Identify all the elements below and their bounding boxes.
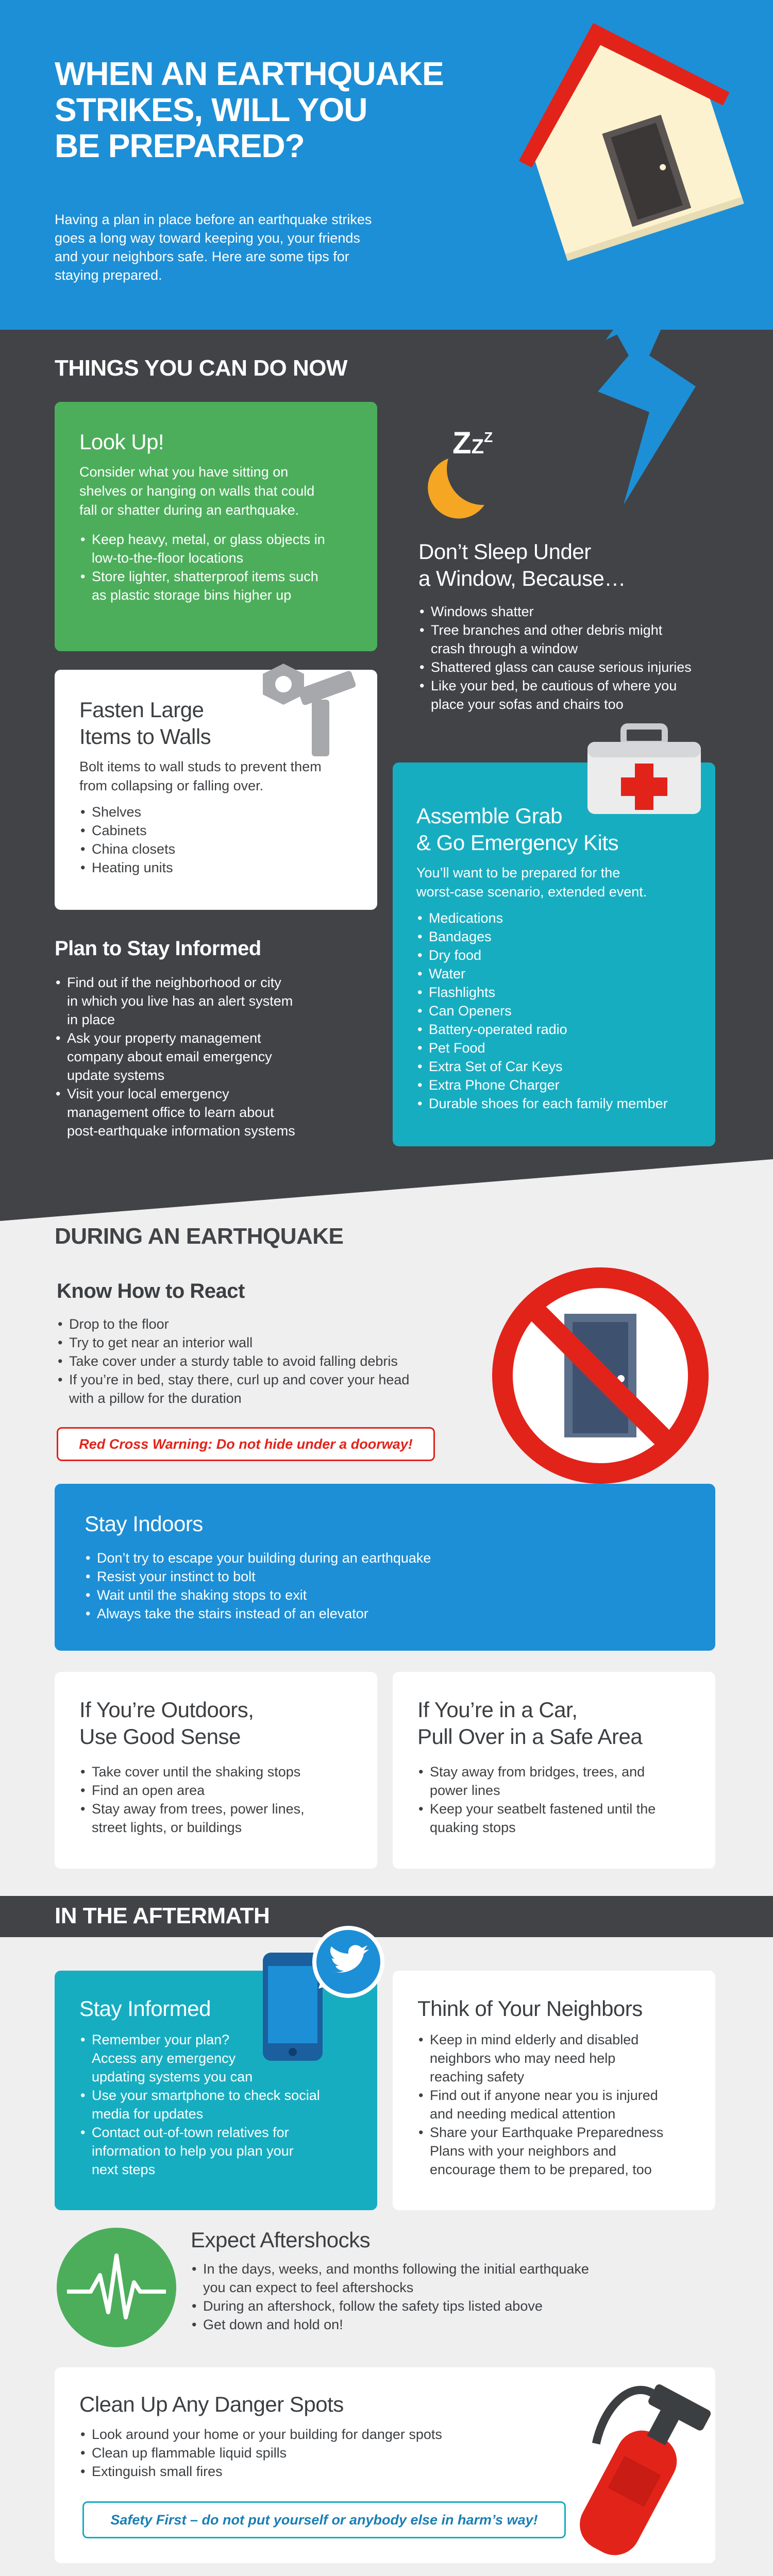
aftershocks-list (191, 2260, 716, 2334)
list-item: • Cabinets (79, 821, 352, 840)
house-illustration (474, 0, 773, 340)
list-item: • Extra Set of Car Keys (416, 1057, 692, 1076)
card-look-up-body: Consider what you have sitting on shelves or hanging on walls that could fall or shatter during an earthquake. (79, 464, 315, 518)
list-item: • Keep in mind elderly and disabled neighbors who may need help reaching safety (417, 2030, 691, 2086)
card-outdoors (55, 1672, 377, 1869)
card-look-up (55, 402, 377, 651)
card-kits-title: Assemble Grab & Go Emergency Kits (416, 804, 618, 855)
card-aftershocks (191, 2227, 716, 2334)
indoors-list (85, 1549, 685, 1623)
list-item: • Stay away from trees, power lines, street lights, or buildings (79, 1800, 352, 1837)
card-aftershocks-title: Expect Aftershocks (191, 2228, 371, 2252)
list-item: • Tree branches and other debris might crash through a window (418, 621, 738, 658)
first-aid-kit-icon (582, 721, 706, 819)
heartbeat-icon (55, 2226, 178, 2349)
list-item: • Get down and hold on! (191, 2315, 716, 2334)
bolt-icon (247, 653, 371, 756)
plan-list (55, 973, 384, 1140)
list-item: • Bandages (416, 927, 692, 946)
card-car-title: If You’re in a Car, Pull Over in a Safe Area (417, 1698, 643, 1749)
list-item: • Battery-operated radio (416, 1020, 692, 1039)
list-item: • Water (416, 964, 692, 983)
section-heading-things-to-do: THINGS YOU CAN DO NOW (55, 355, 348, 381)
fire-extinguisher-icon (559, 2354, 724, 2576)
list-item: • Medications (416, 909, 692, 927)
kits-list (416, 909, 692, 1113)
fasten-list (79, 803, 352, 877)
card-react (57, 1278, 469, 1408)
card-stay-informed-plan (55, 935, 384, 1140)
list-item: • Take cover under a sturdy table to avoid falling debris (57, 1352, 469, 1370)
list-item: • Resist your instinct to bolt (85, 1567, 685, 1586)
card-look-up-title: Look Up! (79, 430, 164, 454)
list-item: • Dry food (416, 946, 692, 964)
card-neighbors (393, 1971, 715, 2210)
intro-text: Having a plan in place before an earthquake strikes goes a long way toward keeping you, your friends and your neighbors safe. Here are some tips for staying prepared. (55, 212, 372, 283)
card-outdoors-title: If You’re Outdoors, Use Good Sense (79, 1698, 254, 1749)
list-item: • Extinguish small fires (79, 2462, 691, 2481)
list-item: • Find an open area (79, 1781, 352, 1800)
list-item: • In the days, weeks, and months following the initial earthquake you can expect to feel aftershocks (191, 2260, 716, 2297)
section-heading-aftermath: IN THE AFTERMATH (55, 1903, 270, 1928)
list-item: • If you’re in bed, stay there, curl up and cover your head with a pillow for the duration (57, 1370, 469, 1408)
list-item: • Durable shoes for each family member (416, 1094, 692, 1113)
card-fasten-body: Bolt items to wall studs to prevent them from collapsing or falling over. (79, 759, 322, 793)
no-doorway-icon (482, 1257, 719, 1494)
red-cross-warning: Red Cross Warning: Do not hide under a doorway! (57, 1427, 435, 1461)
section-heading-during: DURING AN EARTHQUAKE (55, 1224, 344, 1249)
card-indoors-title: Stay Indoors (85, 1512, 203, 1536)
card-fasten-title: Fasten Large Items to Walls (79, 698, 211, 749)
card-neighbors-title: Think of Your Neighbors (417, 1996, 643, 2021)
list-item: • Flashlights (416, 983, 692, 1002)
list-item: • Shattered glass can cause serious injuries (418, 658, 738, 676)
list-item: • Like your bed, be cautious of where you place your sofas and chairs too (418, 676, 738, 714)
section-divider (0, 1154, 773, 1221)
list-item: • Extra Phone Charger (416, 1076, 692, 1094)
card-plan-title: Plan to Stay Informed (55, 937, 261, 960)
react-list (57, 1315, 469, 1408)
card-emergency-kits (393, 762, 715, 1146)
list-item: • Remember your plan? Access any emergency updating systems you can (79, 2030, 352, 2086)
list-item: • Find out if the neighborhood or city in which you live has an alert system in place (55, 973, 384, 1029)
card-sleep (418, 538, 738, 714)
list-item: • Shelves (79, 803, 352, 821)
list-item: • Find out if anyone near you is injured and needing medical attention (417, 2086, 691, 2123)
list-item: • Pet Food (416, 1039, 692, 1057)
list-item: • Stay away from bridges, trees, and power lines (417, 1762, 691, 1800)
list-item: • Try to get near an interior wall (57, 1333, 469, 1352)
list-item: • Can Openers (416, 1002, 692, 1020)
outdoors-list (79, 1762, 352, 1837)
list-item: • China closets (79, 840, 352, 858)
list-item: • Use your smartphone to check social media for updates (79, 2086, 352, 2123)
safety-first-callout: Safety First – do not put yourself or anybody else in harm’s way! (82, 2501, 566, 2538)
car-list (417, 1762, 691, 1837)
list-item: • Clean up flammable liquid spills (79, 2444, 691, 2462)
sleep-list (418, 602, 738, 714)
look-up-list (79, 530, 352, 604)
list-item: • Visit your local emergency management office to learn about post-earthquake information systems (55, 1084, 384, 1140)
list-item: • Share your Earthquake Preparedness Plans with your neighbors and encourage them to be prepared, too (417, 2123, 691, 2179)
list-item: • Don’t try to escape your building during an earthquake (85, 1549, 685, 1567)
list-item: • Contact out-of-town relatives for information to help you plan your next steps (79, 2123, 352, 2179)
page-title: WHEN AN EARTHQUAKE STRIKES, WILL YOU BE PREPARED? (55, 55, 444, 164)
lightning-crack-icon (567, 309, 701, 505)
card-kits-body: You’ll want to be prepared for the worst-case scenario, extended event. (416, 865, 647, 900)
card-sleep-title: Don’t Sleep Under a Window, Because… (418, 539, 626, 590)
list-item: • Look around your home or your building for danger spots (79, 2425, 691, 2444)
list-item: • Take cover until the shaking stops (79, 1762, 352, 1781)
list-item: • Heating units (79, 858, 352, 877)
card-stay-indoors (55, 1484, 715, 1651)
card-car (393, 1672, 715, 1869)
list-item: • Ask your property management company about email emergency update systems (55, 1029, 384, 1084)
list-item: • Windows shatter (418, 602, 738, 621)
list-item: • Keep heavy, metal, or glass objects in low-to-the-floor locations (79, 530, 352, 567)
list-item: • Drop to the floor (57, 1315, 469, 1333)
list-item: • Store lighter, shatterproof items such as plastic storage bins higher up (79, 567, 352, 604)
list-item: • During an aftershock, follow the safety tips listed above (191, 2297, 716, 2315)
card-danger-title: Clean Up Any Danger Spots (79, 2392, 344, 2416)
card-aftermath-informed-title: Stay Informed (79, 1996, 211, 2021)
neighbors-list (417, 2030, 691, 2179)
card-react-title: Know How to React (57, 1280, 245, 1302)
zzz-icon: $ZZ^Z$ (452, 426, 493, 460)
list-item: • Wait until the shaking stops to exit (85, 1586, 685, 1604)
twitter-bird-icon (303, 1922, 391, 2009)
list-item: • Always take the stairs instead of an elevator (85, 1604, 685, 1623)
list-item: • Keep your seatbelt fastened until the quaking stops (417, 1800, 691, 1837)
